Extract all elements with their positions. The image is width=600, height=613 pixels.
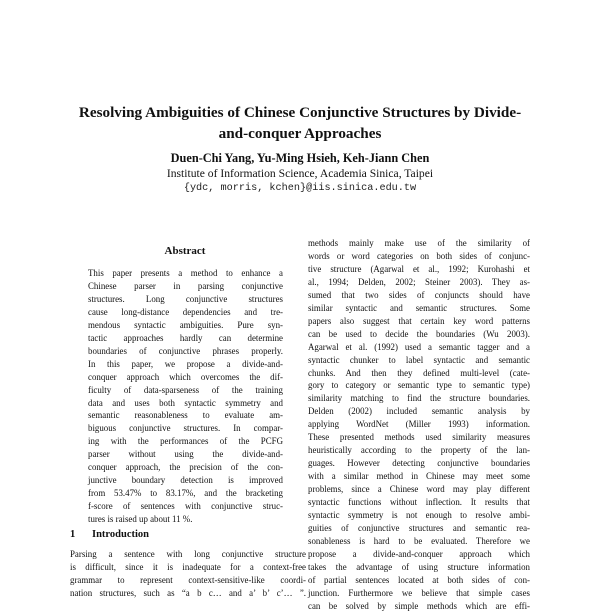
body-line: gory to category or semantic type to semantic type)	[308, 380, 530, 391]
body-line: propose a divide-and-conquer approach which	[308, 548, 530, 559]
body-line: guages. However detecting conjunctive boundaries	[308, 458, 530, 469]
body-line: of partial sentences located at both sides of con-	[308, 574, 530, 585]
body-line: sumed that two sides of conjuncts should have	[308, 289, 530, 300]
abstract-line: cause long-distance dependencies and tre-	[88, 306, 283, 317]
abstract-line: Chinese parser in parsing conjunctive	[88, 280, 283, 291]
abstract-line: f-score of sentences with conjunctive struc-	[88, 501, 283, 512]
abstract-line: tures is raised up about 11 %.	[88, 514, 193, 525]
body-line: Agarwal et al. (1992) used a semantic tagger and a	[308, 341, 530, 352]
body-line: syntactic functions without inflection. It results that	[308, 497, 530, 508]
abstract-line: ficulty of data-sparseness of the training	[88, 384, 283, 395]
body-line: takes the advantage of using structure information	[308, 561, 530, 572]
abstract-line: mendous syntactic ambiguities. Pure syn-	[88, 319, 283, 330]
body-line: with a similar method in Chinese may meet some	[308, 471, 530, 482]
section-number: 1	[70, 529, 76, 540]
intro-line: nation structures, such as “a b c… and a’ b’ c’… ”.	[70, 587, 306, 598]
body-line: papers also suggest that certain key word patterns	[308, 315, 530, 326]
abstract-line: data and uses both syntactic symmetry and	[88, 397, 283, 408]
body-line: similar syntactic and semantic structures. Some	[308, 302, 530, 313]
body-line: can be used to decide the boundaries (Wu 2003).	[308, 328, 530, 339]
abstract-body	[88, 267, 283, 526]
introduction-body	[70, 548, 306, 600]
body-line: syntactic chunker to label syntactic and semantic	[308, 354, 530, 365]
title-line-2: and-conquer Approaches	[218, 125, 382, 142]
affiliation: Institute of Information Science, Academia Sinica, Taipei	[166, 167, 434, 180]
abstract-line: tactic approaches hardly can determine	[88, 332, 283, 343]
abstract-line: This paper presents a method to enhance a	[88, 268, 283, 278]
intro-line: Parsing a sentence with long conjunctive structure	[70, 549, 306, 559]
body-line: applying WordNet (Miller 1993) information.	[308, 419, 530, 430]
body-line: methods mainly make use of the similarity of	[308, 238, 530, 248]
right-column-body	[308, 237, 530, 613]
intro-line: grammar to represent context-sensitive-like coordi-	[70, 574, 306, 585]
body-line: guities of conjunctive structures and semantic rea-	[308, 522, 530, 533]
abstract-line: from 53.47% to 83.17%, and the bracketing	[88, 488, 283, 499]
body-line: al., 1994; Delden, 2002; Steiner 2003). They as-	[308, 276, 530, 287]
author-emails: {ydc, morris, kchen}@iis.sinica.edu.tw	[183, 183, 417, 194]
abstract-line: semantic reasonableness to evaluate am-	[88, 410, 283, 421]
body-line: chunks. And then they defined multi-level (cate-	[308, 367, 530, 378]
body-line: Delden (2002) included semantic analysis by	[308, 406, 530, 417]
abstract-line: conquer approach, the precision of the con-	[88, 462, 283, 473]
abstract-line: conquer approach which overcomes the dif-	[88, 371, 283, 382]
abstract-line: boundaries of conjunctive phrases properly.	[88, 345, 283, 356]
abstract-line: structures. Long conjunctive structures	[88, 293, 283, 304]
abstract-heading: Abstract	[164, 245, 206, 257]
body-line: similarity matching to find the structure boundaries.	[308, 393, 530, 404]
intro-line: is difficult, since it is inadequate for a context-free	[70, 561, 306, 572]
title-line-1: Resolving Ambiguities of Chinese Conjunctive Structures by Divide-	[78, 104, 522, 121]
section-heading-introduction	[70, 529, 306, 540]
abstract-line: parser without using the divide-and-	[88, 449, 283, 460]
abstract-line: junctive boundary detection is improved	[88, 475, 283, 486]
body-line: heuristically according to the property of the lan-	[308, 445, 530, 456]
abstract-line: ing with the performances of the PCFG	[88, 436, 283, 447]
body-line: problems, since a Chinese word may play different	[308, 484, 530, 495]
abstract-line: biguous conjunctive structures. In compar-	[88, 423, 283, 434]
body-line: can be solved by simple methods which are effi-	[308, 600, 530, 611]
author-list: Duen-Chi Yang, Yu-Ming Hsieh, Keh-Jiann Chen	[170, 151, 430, 165]
abstract-line: In this paper, we propose a divide-and-	[88, 358, 283, 369]
body-line: tive structure (Agarwal et al., 1992; Kurohashi et	[308, 263, 530, 274]
section-title: Introduction	[92, 529, 149, 540]
body-line: sonableness is hard to be evaluated. Therefore we	[308, 535, 530, 546]
body-line: syntactic symmetry is not enough to resolve ambi-	[308, 510, 530, 521]
paper-title	[70, 102, 530, 144]
body-line: words or word categories on both sides of conjunc-	[308, 250, 530, 261]
body-line: These presented methods used similarity measures	[308, 432, 530, 443]
body-line: junction. Furthermore we believe that simple cases	[308, 587, 530, 598]
